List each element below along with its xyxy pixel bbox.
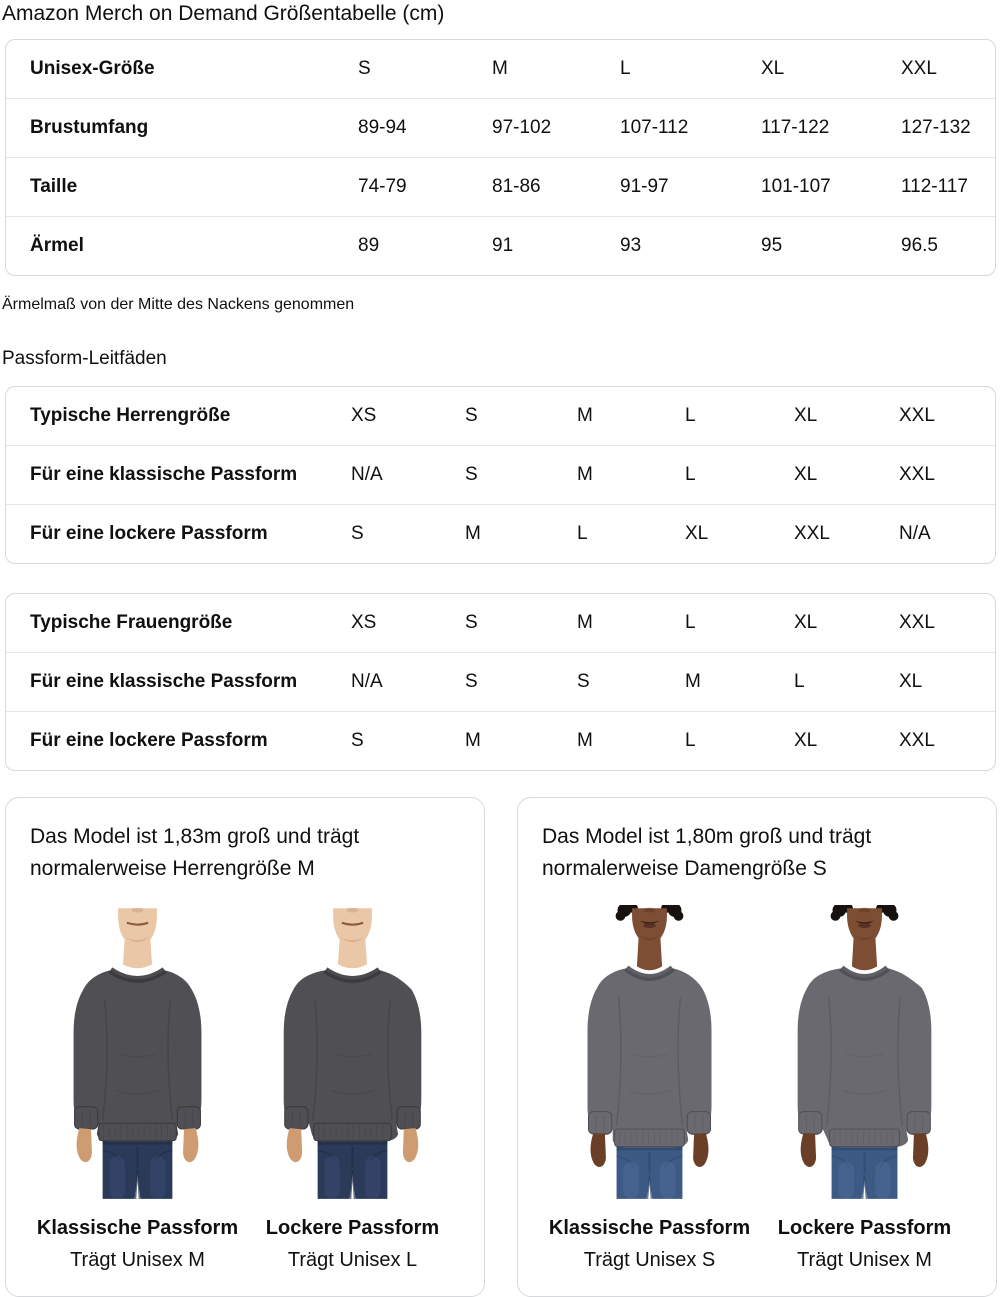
size-cell: L — [620, 58, 631, 79]
size-cell: M — [577, 464, 593, 485]
fit-size: Trägt Unisex L — [287, 1249, 418, 1271]
model-photo — [572, 905, 727, 1202]
womens-fit-table — [5, 593, 996, 771]
model-photo — [787, 905, 942, 1202]
size-cell: 93 — [620, 235, 642, 256]
size-cell: XXL — [899, 730, 935, 751]
fit-example — [245, 893, 460, 1272]
size-cell: N/A — [899, 523, 931, 544]
size-cell: S — [351, 523, 364, 544]
size-cell: S — [465, 612, 478, 633]
table-row — [6, 445, 995, 504]
fit-example — [757, 893, 972, 1272]
size-cell: XL — [794, 730, 818, 751]
size-cell: L — [794, 671, 805, 692]
size-cell: L — [577, 523, 588, 544]
size-cell: XL — [794, 464, 818, 485]
size-cell: XS — [351, 612, 377, 633]
size-cell: 91 — [492, 235, 514, 256]
size-cell: L — [685, 612, 696, 633]
table-row — [6, 652, 995, 711]
size-cell: S — [351, 730, 364, 751]
size-cell: M — [577, 405, 593, 426]
size-cell: M — [685, 671, 701, 692]
table-row — [6, 157, 995, 216]
size-cell: XL — [761, 58, 785, 79]
row-label: Unisex-Größe — [30, 58, 155, 79]
size-cell: M — [492, 58, 508, 79]
size-cell: XL — [899, 671, 923, 692]
size-cell: S — [465, 671, 478, 692]
size-cell: N/A — [351, 464, 383, 485]
size-cell: 74-79 — [358, 176, 407, 197]
size-cell: 117-122 — [761, 117, 830, 138]
table-row — [6, 711, 995, 770]
row-label: Für eine lockere Passform — [30, 730, 268, 751]
row-label: Typische Herrengröße — [30, 405, 231, 426]
row-label: Ärmel — [30, 235, 84, 256]
model-photo — [60, 905, 215, 1202]
model-description: Das Model ist 1,80m groß und trägt normalerweise Damengröße S — [542, 825, 872, 880]
size-cell: XL — [685, 523, 709, 544]
table-row — [6, 594, 995, 652]
size-cell: XXL — [899, 405, 935, 426]
fit-size: Trägt Unisex M — [70, 1249, 205, 1271]
size-cell: S — [465, 464, 478, 485]
size-cell: S — [465, 405, 478, 426]
size-cell: L — [685, 464, 696, 485]
size-cell: 89 — [358, 235, 380, 256]
mens-fit-table — [5, 386, 996, 564]
male-model-card — [5, 797, 485, 1297]
row-label: Für eine lockere Passform — [30, 523, 268, 544]
table-row — [6, 98, 995, 157]
fit-size: Trägt Unisex M — [797, 1249, 932, 1271]
size-cell: 127-132 — [901, 117, 971, 138]
sleeve-measure-note: Ärmelmaß von der Mitte des Nackens genommen — [2, 296, 355, 313]
size-cell: XL — [794, 405, 818, 426]
size-cell: S — [577, 671, 590, 692]
fit-size: Trägt Unisex S — [583, 1249, 716, 1271]
row-label: Brustumfang — [30, 117, 149, 138]
fit-example — [30, 893, 245, 1272]
model-description: Das Model ist 1,83m groß und trägt normalerweise Herrengröße M — [30, 825, 360, 880]
row-label: Typische Frauengröße — [30, 612, 233, 633]
size-cell: N/A — [351, 671, 383, 692]
table-row — [6, 387, 995, 445]
size-cell: 112-117 — [901, 176, 968, 197]
fit-name: Lockere Passform — [777, 1217, 952, 1239]
fit-example — [542, 893, 757, 1272]
unisex-size-table — [5, 39, 996, 276]
row-label: Taille — [30, 176, 78, 197]
fit-examples — [30, 893, 460, 1272]
size-cell: 107-112 — [620, 117, 689, 138]
size-cell: M — [465, 523, 481, 544]
size-cell: M — [577, 730, 593, 751]
size-cell: XXL — [899, 612, 935, 633]
model-cards — [5, 797, 997, 1297]
size-cell: 96.5 — [901, 235, 938, 256]
size-cell: S — [358, 58, 371, 79]
size-cell: XXL — [794, 523, 830, 544]
size-cell: M — [577, 612, 593, 633]
female-model-card — [517, 797, 997, 1297]
size-cell: XS — [351, 405, 377, 426]
size-cell: XXL — [901, 58, 937, 79]
row-label: Für eine klassische Passform — [30, 671, 298, 692]
fit-name: Klassische Passform — [36, 1217, 239, 1239]
size-cell: M — [465, 730, 481, 751]
model-photo — [275, 905, 430, 1202]
size-cell: XXL — [899, 464, 935, 485]
table-row — [6, 504, 995, 563]
table-row — [6, 40, 995, 98]
size-cell: 95 — [761, 235, 783, 256]
table-row — [6, 216, 995, 275]
fit-name: Klassische Passform — [548, 1217, 751, 1239]
row-label: Für eine klassische Passform — [30, 464, 298, 485]
size-cell: 81-86 — [492, 176, 541, 197]
page-title: Amazon Merch on Demand Größentabelle (cm) — [2, 2, 445, 25]
size-cell: L — [685, 405, 696, 426]
fit-examples — [542, 893, 972, 1272]
size-cell: L — [685, 730, 696, 751]
size-cell: 97-102 — [492, 117, 552, 138]
size-cell: XL — [794, 612, 818, 633]
size-cell: 91-97 — [620, 176, 669, 197]
size-cell: 101-107 — [761, 176, 831, 197]
fit-name: Lockere Passform — [265, 1217, 440, 1239]
fit-guides-heading: Passform-Leitfäden — [2, 348, 167, 369]
size-cell: 89-94 — [358, 117, 407, 138]
size-chart-page — [0, 2, 1000, 1297]
